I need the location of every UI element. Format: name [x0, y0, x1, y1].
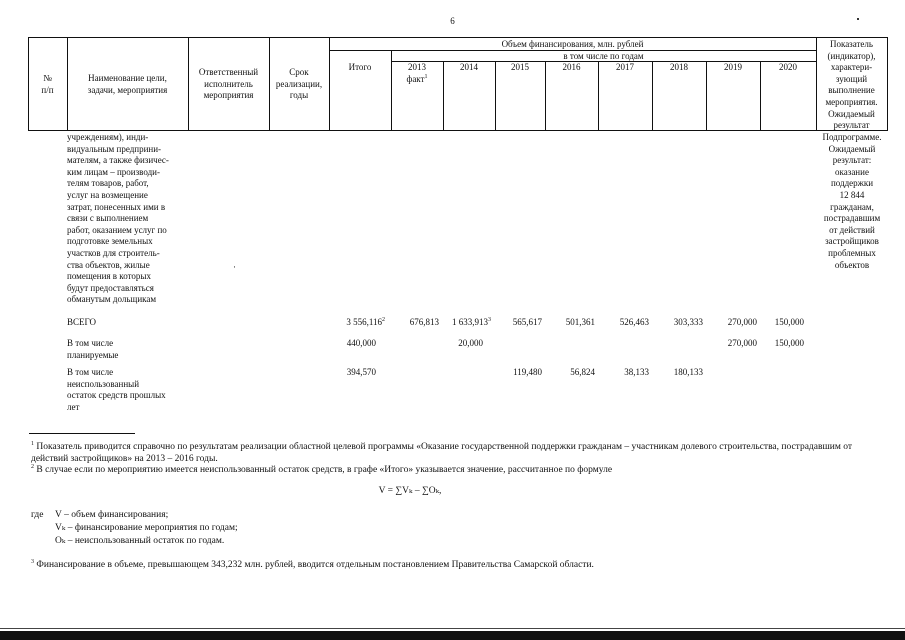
- definition-ok: Oₖ – неиспользованный остаток по годам.: [55, 536, 225, 546]
- header-year-2013: 2013 факт$^1$: [406, 62, 428, 84]
- footnote-2: $^2$ В случае если по мероприятию имеется неиспользованный остаток средств, в графе «Итого» указывается значение, рассчитанное по формуле: [31, 463, 613, 475]
- cell-2016: 56,824: [570, 367, 595, 377]
- cell-2015: 565,617: [512, 317, 542, 327]
- footnote-3: $^3$ Финансирование в объеме, превышающем 343,232 млн. рублей, вводится отдельным постановлением Правительства Самарской области.: [31, 558, 594, 570]
- header-including: в том числе по годам: [563, 51, 644, 61]
- cell-2019: 270,000: [727, 317, 757, 327]
- header-number: № п/п: [41, 73, 54, 95]
- header-year-2014: 2014: [460, 62, 478, 72]
- scan-speck: [857, 18, 859, 20]
- header-year-2018: 2018: [670, 62, 688, 72]
- header-name: Наименование цели, задачи, мероприятия: [87, 73, 168, 95]
- footnote-separator: [29, 433, 135, 434]
- header-year-2020: 2020: [779, 62, 797, 72]
- header-year-2016: 2016: [562, 62, 581, 72]
- cell-2015: 119,480: [513, 367, 542, 377]
- scan-edge-bar: [0, 631, 905, 640]
- definition-v: V – объем финансирования;: [55, 510, 169, 520]
- header-indicator: Показатель (индикатор), характери- зующий выполнение мероприятия. Ожидаемый результат: [825, 39, 878, 131]
- where-label: где: [31, 510, 44, 520]
- cell-total: 394,570: [346, 367, 376, 377]
- cell-total: 440,000: [346, 338, 376, 348]
- measure-description: учреждениям), инди- видуальным предприни- мателям, а также физичес- ким лицам – производи- телям товаров, работ, услуг на возмещение затрат, понесенных ими в связи с выполнением работ, оказанием услуг по подготовке земельных участков для строитель- ства объектов, жилые помещения в которых будут предоставляться обманутым дольщикам: [67, 132, 169, 305]
- header-total: Итого: [348, 62, 372, 72]
- cell-2020: 150,000: [774, 338, 804, 348]
- cell-2014: 20,000: [458, 338, 483, 348]
- indicator-description: Подпрограмме. Ожидаемый результат: оказание поддержки 12 844 гражданам, пострадавшим от действий застройщиков проблемных объектов: [822, 132, 882, 270]
- cell-2018: 303,333: [673, 317, 703, 327]
- cell-2014: 1 633,913$^3$: [452, 317, 491, 327]
- header-funding: Объем финансирования, млн. рублей: [501, 39, 644, 49]
- cell-2016: 501,361: [565, 317, 595, 327]
- scan-dot: ·: [233, 262, 236, 272]
- formula: V = ∑Vₖ – ∑Oₖ,: [378, 486, 442, 496]
- header-year-2017: 2017: [616, 62, 634, 72]
- page-number: 6: [450, 16, 455, 26]
- cell-2019: 270,000: [727, 338, 757, 348]
- cell-2013: 676,813: [409, 317, 439, 327]
- cell-2018: 180,133: [673, 367, 703, 377]
- row-label: В том числе планируемые: [67, 338, 119, 360]
- header-executor: Ответственный исполнитель мероприятия: [198, 67, 259, 101]
- cell-total: 3 556,116$^2$: [346, 317, 385, 327]
- cell-2017: 526,463: [619, 317, 649, 327]
- definition-vk: Vₖ – финансирование мероприятия по годам;: [55, 523, 238, 533]
- row-label: В том числе неиспользованный остаток средств прошлых лет: [67, 367, 166, 412]
- row-label: ВСЕГО: [67, 317, 96, 327]
- header-year-2019: 2019: [724, 62, 742, 72]
- footnote-1: $^1$ Показатель приводится справочно по результатам реализации областной целевой программы «Оказание государственной поддержки гражданам – участникам долевого строительства, пострадавшим от действий застройщиков» на 2013 – 2016 годы.: [31, 440, 853, 464]
- header-year-2015: 2015: [511, 62, 529, 72]
- scan-edge-line: [0, 628, 905, 629]
- header-term: Срок реализации, годы: [275, 67, 323, 101]
- cell-2017: 38,133: [624, 367, 649, 377]
- cell-2020: 150,000: [774, 317, 804, 327]
